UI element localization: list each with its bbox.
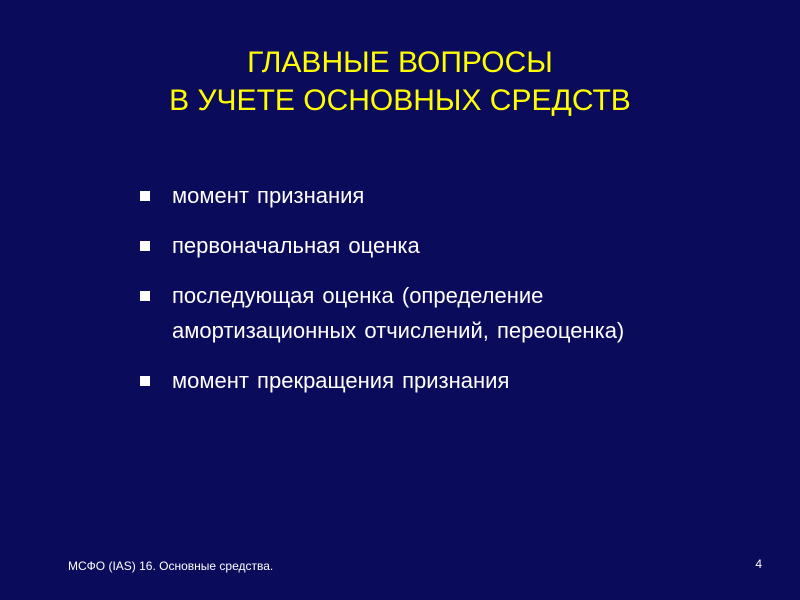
page-number: 4 <box>755 557 762 571</box>
square-bullet-icon <box>140 291 150 301</box>
slide-title-line-2: В УЧЕТЕ ОСНОВНЫХ СРЕДСТВ <box>169 84 631 117</box>
bullet-item <box>136 228 696 263</box>
bullet-item <box>136 363 696 398</box>
square-bullet-icon <box>140 191 150 201</box>
bullet-item <box>136 178 696 213</box>
bullet-text: последующая оценка (определение амортизационных отчислений, переоценка) <box>172 283 625 343</box>
bullet-text: первоначальная оценка <box>172 233 420 258</box>
slide-title <box>0 44 800 120</box>
square-bullet-icon <box>140 241 150 251</box>
bullet-text: момент прекращения признания <box>172 368 510 393</box>
bullet-list <box>136 178 696 413</box>
slide-title-line-1: ГЛАВНЫЕ ВОПРОСЫ <box>247 46 553 79</box>
slide-footer: МСФО (IAS) 16. Основные средства. <box>68 559 274 573</box>
bullet-text: момент признания <box>172 183 365 208</box>
square-bullet-icon <box>140 376 150 386</box>
bullet-item <box>136 278 696 348</box>
